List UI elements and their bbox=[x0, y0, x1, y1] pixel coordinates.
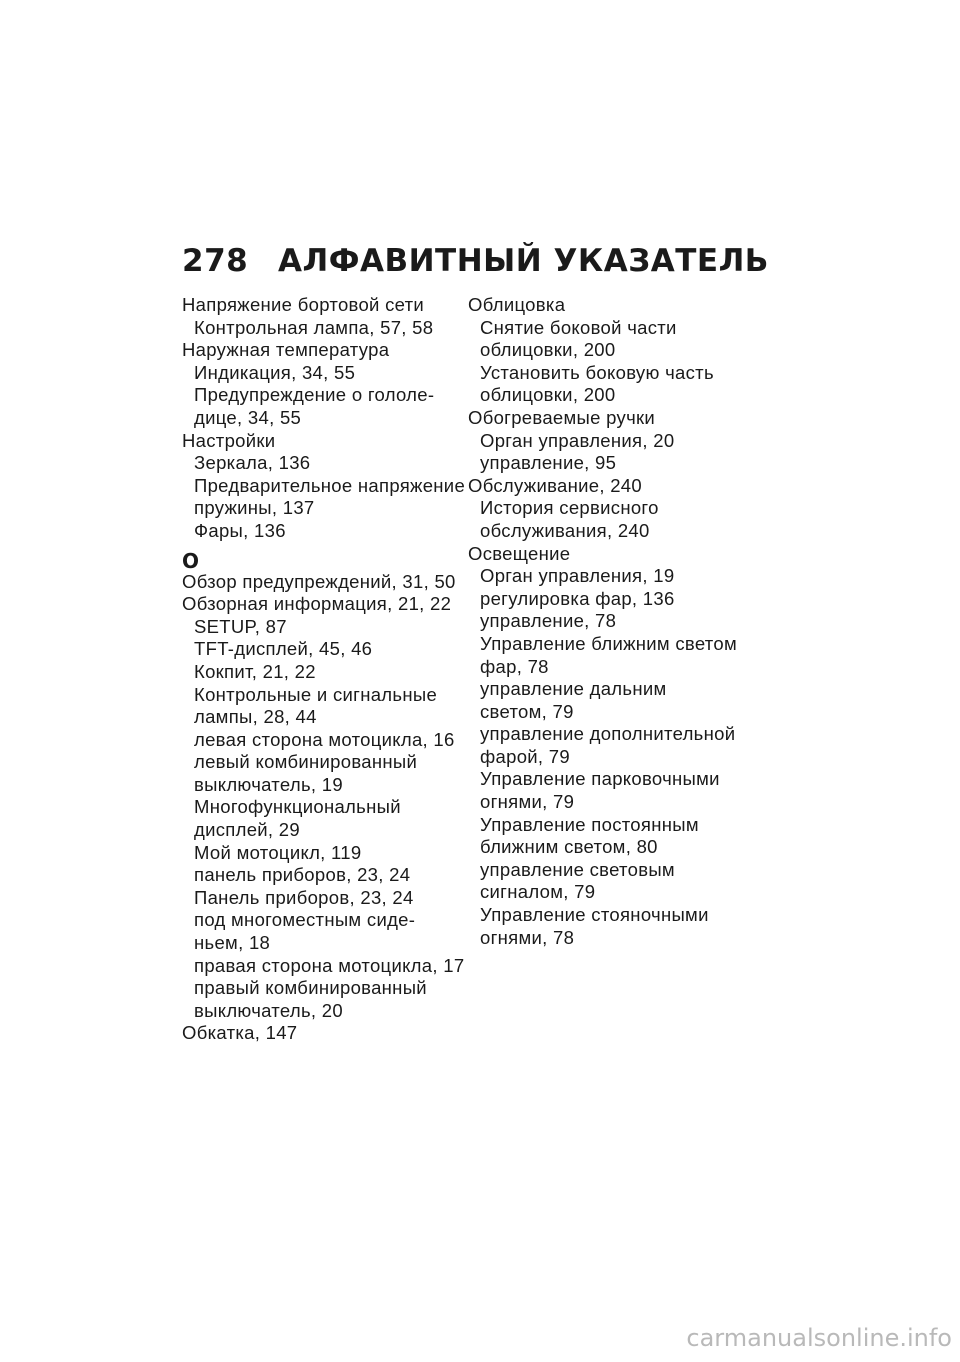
index-subentry: огнями, 79 bbox=[480, 791, 575, 813]
index-subentry: дисплей, 29 bbox=[194, 819, 300, 841]
index-subentry: огнями, 78 bbox=[480, 926, 575, 948]
index-subentry: под многоместным сиде- bbox=[194, 909, 416, 931]
index-subentry: Фары, 136 bbox=[194, 519, 286, 541]
index-entry: Напряжение бортовой сети bbox=[182, 294, 425, 315]
index-subentry: Панель приборов, 23, 24 bbox=[194, 886, 414, 908]
index-subentry: управление дополнительной bbox=[480, 723, 736, 745]
index-entry: Освещение bbox=[468, 542, 571, 564]
index-entry: Обкатка, 147 bbox=[182, 1022, 298, 1044]
index-subentry: Установить боковую часть bbox=[480, 361, 714, 383]
watermark: carmanualsonline.info bbox=[686, 1324, 952, 1352]
index-subentry: ньем, 18 bbox=[194, 932, 271, 954]
index-entry: Настройки bbox=[182, 429, 276, 451]
index-entry: Обзорная информация, 21, 22 bbox=[182, 593, 452, 615]
index-subentry: Контрольная лампа, 57, 58 bbox=[194, 316, 434, 338]
index-subentry: дице, 34, 55 bbox=[194, 406, 302, 428]
index-entry: Наружная температура bbox=[182, 339, 390, 361]
index-subentry: TFT-дисплей, 45, 46 bbox=[194, 638, 373, 660]
index-subentry: управление дальним bbox=[480, 678, 667, 700]
index-subentry: Зеркала, 136 bbox=[194, 452, 311, 474]
index-subentry: лампы, 28, 44 bbox=[194, 706, 317, 728]
index-subentry: Снятие боковой части bbox=[480, 316, 677, 338]
index-subentry: Управление стояночными bbox=[480, 904, 709, 926]
index-subentry: выключатель, 19 bbox=[194, 773, 343, 795]
index-subentry: панель приборов, 23, 24 bbox=[194, 864, 411, 886]
index-column-left bbox=[182, 294, 466, 1045]
index-entry: Обслуживание, 240 bbox=[468, 474, 642, 496]
index-subentry: правый комбинированный bbox=[194, 977, 427, 999]
index-subentry: фарой, 79 bbox=[480, 745, 570, 767]
index-subentry: выключатель, 20 bbox=[194, 999, 343, 1021]
index-subentry: Управление парковочными bbox=[480, 768, 720, 790]
index-subentry: Управление ближним светом bbox=[480, 632, 737, 654]
index-column-right bbox=[468, 294, 738, 949]
index-subentry: Многофункциональный bbox=[194, 796, 401, 818]
index-subentry: Индикация, 34, 55 bbox=[194, 361, 356, 383]
index-subentry: светом, 79 bbox=[480, 700, 574, 722]
index-subentry: Кокпит, 21, 22 bbox=[194, 660, 316, 682]
index-subentry: обслуживания, 240 bbox=[480, 519, 650, 541]
index-section-letter: О bbox=[182, 548, 200, 573]
index-subentry: управление световым bbox=[480, 858, 675, 880]
index-subentry: фар, 78 bbox=[480, 655, 549, 677]
index-subentry: управление, 78 bbox=[480, 610, 617, 632]
index-subentry: пружины, 137 bbox=[194, 497, 315, 519]
index-subentry: левая сторона мотоцикла, 16 bbox=[194, 728, 455, 750]
index-subentry: облицовки, 200 bbox=[480, 384, 616, 406]
page-header bbox=[182, 243, 769, 279]
index-subentry: Предупреждение о гололе- bbox=[194, 384, 435, 406]
index-subentry: левый комбинированный bbox=[194, 751, 418, 773]
index-subentry: сигналом, 79 bbox=[480, 881, 596, 903]
index-subentry: регулировка фар, 136 bbox=[480, 587, 675, 609]
index-subentry: SETUP, 87 bbox=[194, 615, 287, 637]
index-subentry: Контрольные и сигнальные bbox=[194, 683, 438, 705]
index-entry: Обзор предупреждений, 31, 50 bbox=[182, 570, 456, 592]
index-subentry: Мой мотоцикл, 119 bbox=[194, 841, 362, 863]
index-subentry: История сервисного bbox=[480, 497, 659, 519]
page-title: АЛФАВИТНЫЙ УКАЗАТЕЛЬ bbox=[278, 243, 769, 279]
index-subentry: облицовки, 200 bbox=[480, 339, 616, 361]
index-subentry: Орган управления, 19 bbox=[480, 565, 675, 587]
index-entry: Обогреваемые ручки bbox=[468, 406, 656, 428]
index-subentry: Предварительное напряжение bbox=[194, 474, 466, 496]
index-entry: Облицовка bbox=[468, 294, 566, 315]
index-subentry: Орган управления, 20 bbox=[480, 429, 675, 451]
index-subentry: ближним светом, 80 bbox=[480, 836, 658, 858]
index-subentry: Управление постоянным bbox=[480, 813, 699, 835]
index-subentry: управление, 95 bbox=[480, 452, 617, 474]
index-subentry: правая сторона мотоцикла, 17 bbox=[194, 954, 465, 976]
page-number: 278 bbox=[182, 243, 249, 279]
